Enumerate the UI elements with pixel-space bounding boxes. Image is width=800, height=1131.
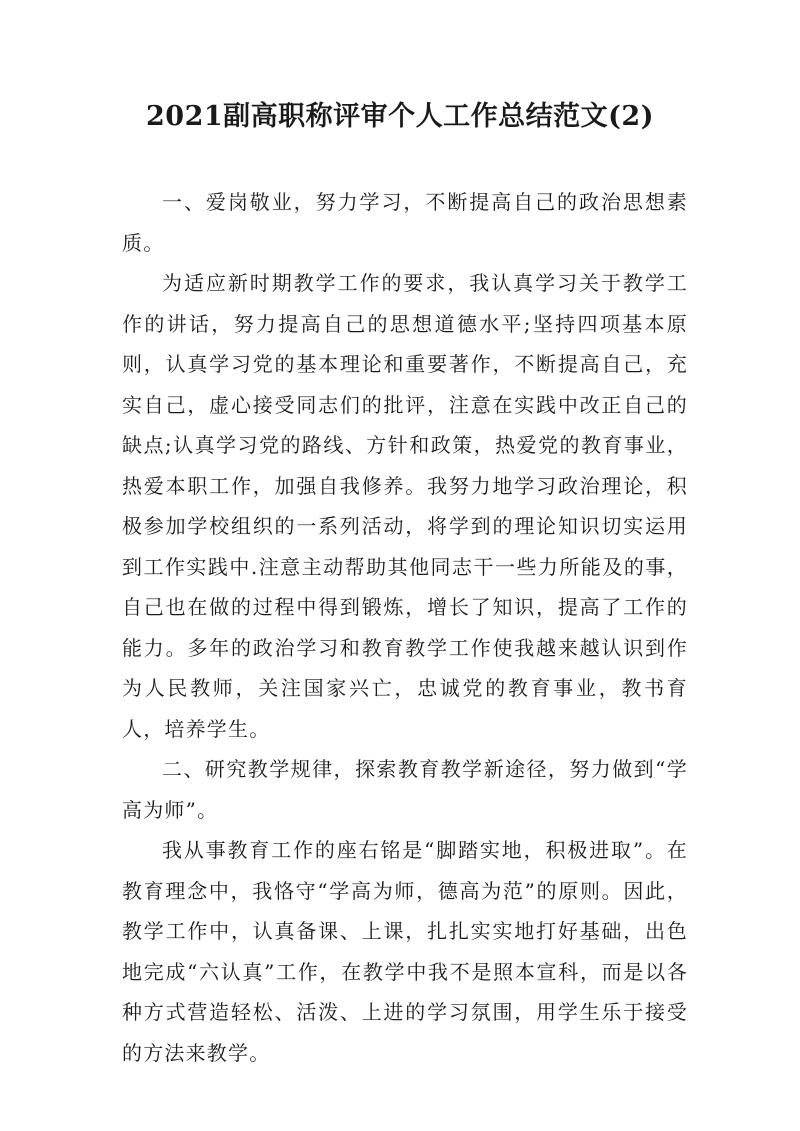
paragraph-section-two-body: 我从事教育工作的座右铭是“脚踏实地，积极进取”。在教育理念中，我恪守“学高为师，德高为范”的原则。因此，教学工作中，认真备课、上课，扎扎实实地打好基础，出色地完成“六认真”工作，在教学中我不是照本宣科，而是以各种方式营造轻松、活泼、上进的学习氛围，用学生乐于接受的方法来教学。 — [122, 838, 688, 1065]
paragraph-section-two-heading: 二、研究教学规律，探索教育教学新途径，努力做到“学高为师”。 — [122, 757, 688, 822]
paragraph-section-one-body: 为适应新时期教学工作的要求，我认真学习关于教学工作的讲话，努力提高自己的思想道德水平;坚持四项基本原则，认真学习党的基本理论和重要著作，不断提高自己，充实自己，虚心接受同志们的批评，注意在实践中改正自己的缺点;认真学习党的路线、方针和政策，热爱党的教育事业，热爱本职工作，加强自我修养。我努力地学习政治理论，积极参加学校组织的一系列活动，将学到的理论知识切实运用到工作实践中.注意主动帮助其他同志干一些力所能及的事，自己也在做的过程中得到锻炼，增长了知识，提高了工作的能力。多年的政治学习和教育教学工作使我越来越认识到作为人民教师，关注国家兴亡，忠诚党的教育事业，教书育人，培养学生。 — [122, 271, 688, 741]
document-title: 2021副高职称评审个人工作总结范文(2) — [146, 101, 654, 132]
document-body — [122, 182, 688, 1073]
paragraph-section-one-heading: 一、爱岗敬业，努力学习，不断提高自己的政治思想素质。 — [122, 190, 688, 255]
